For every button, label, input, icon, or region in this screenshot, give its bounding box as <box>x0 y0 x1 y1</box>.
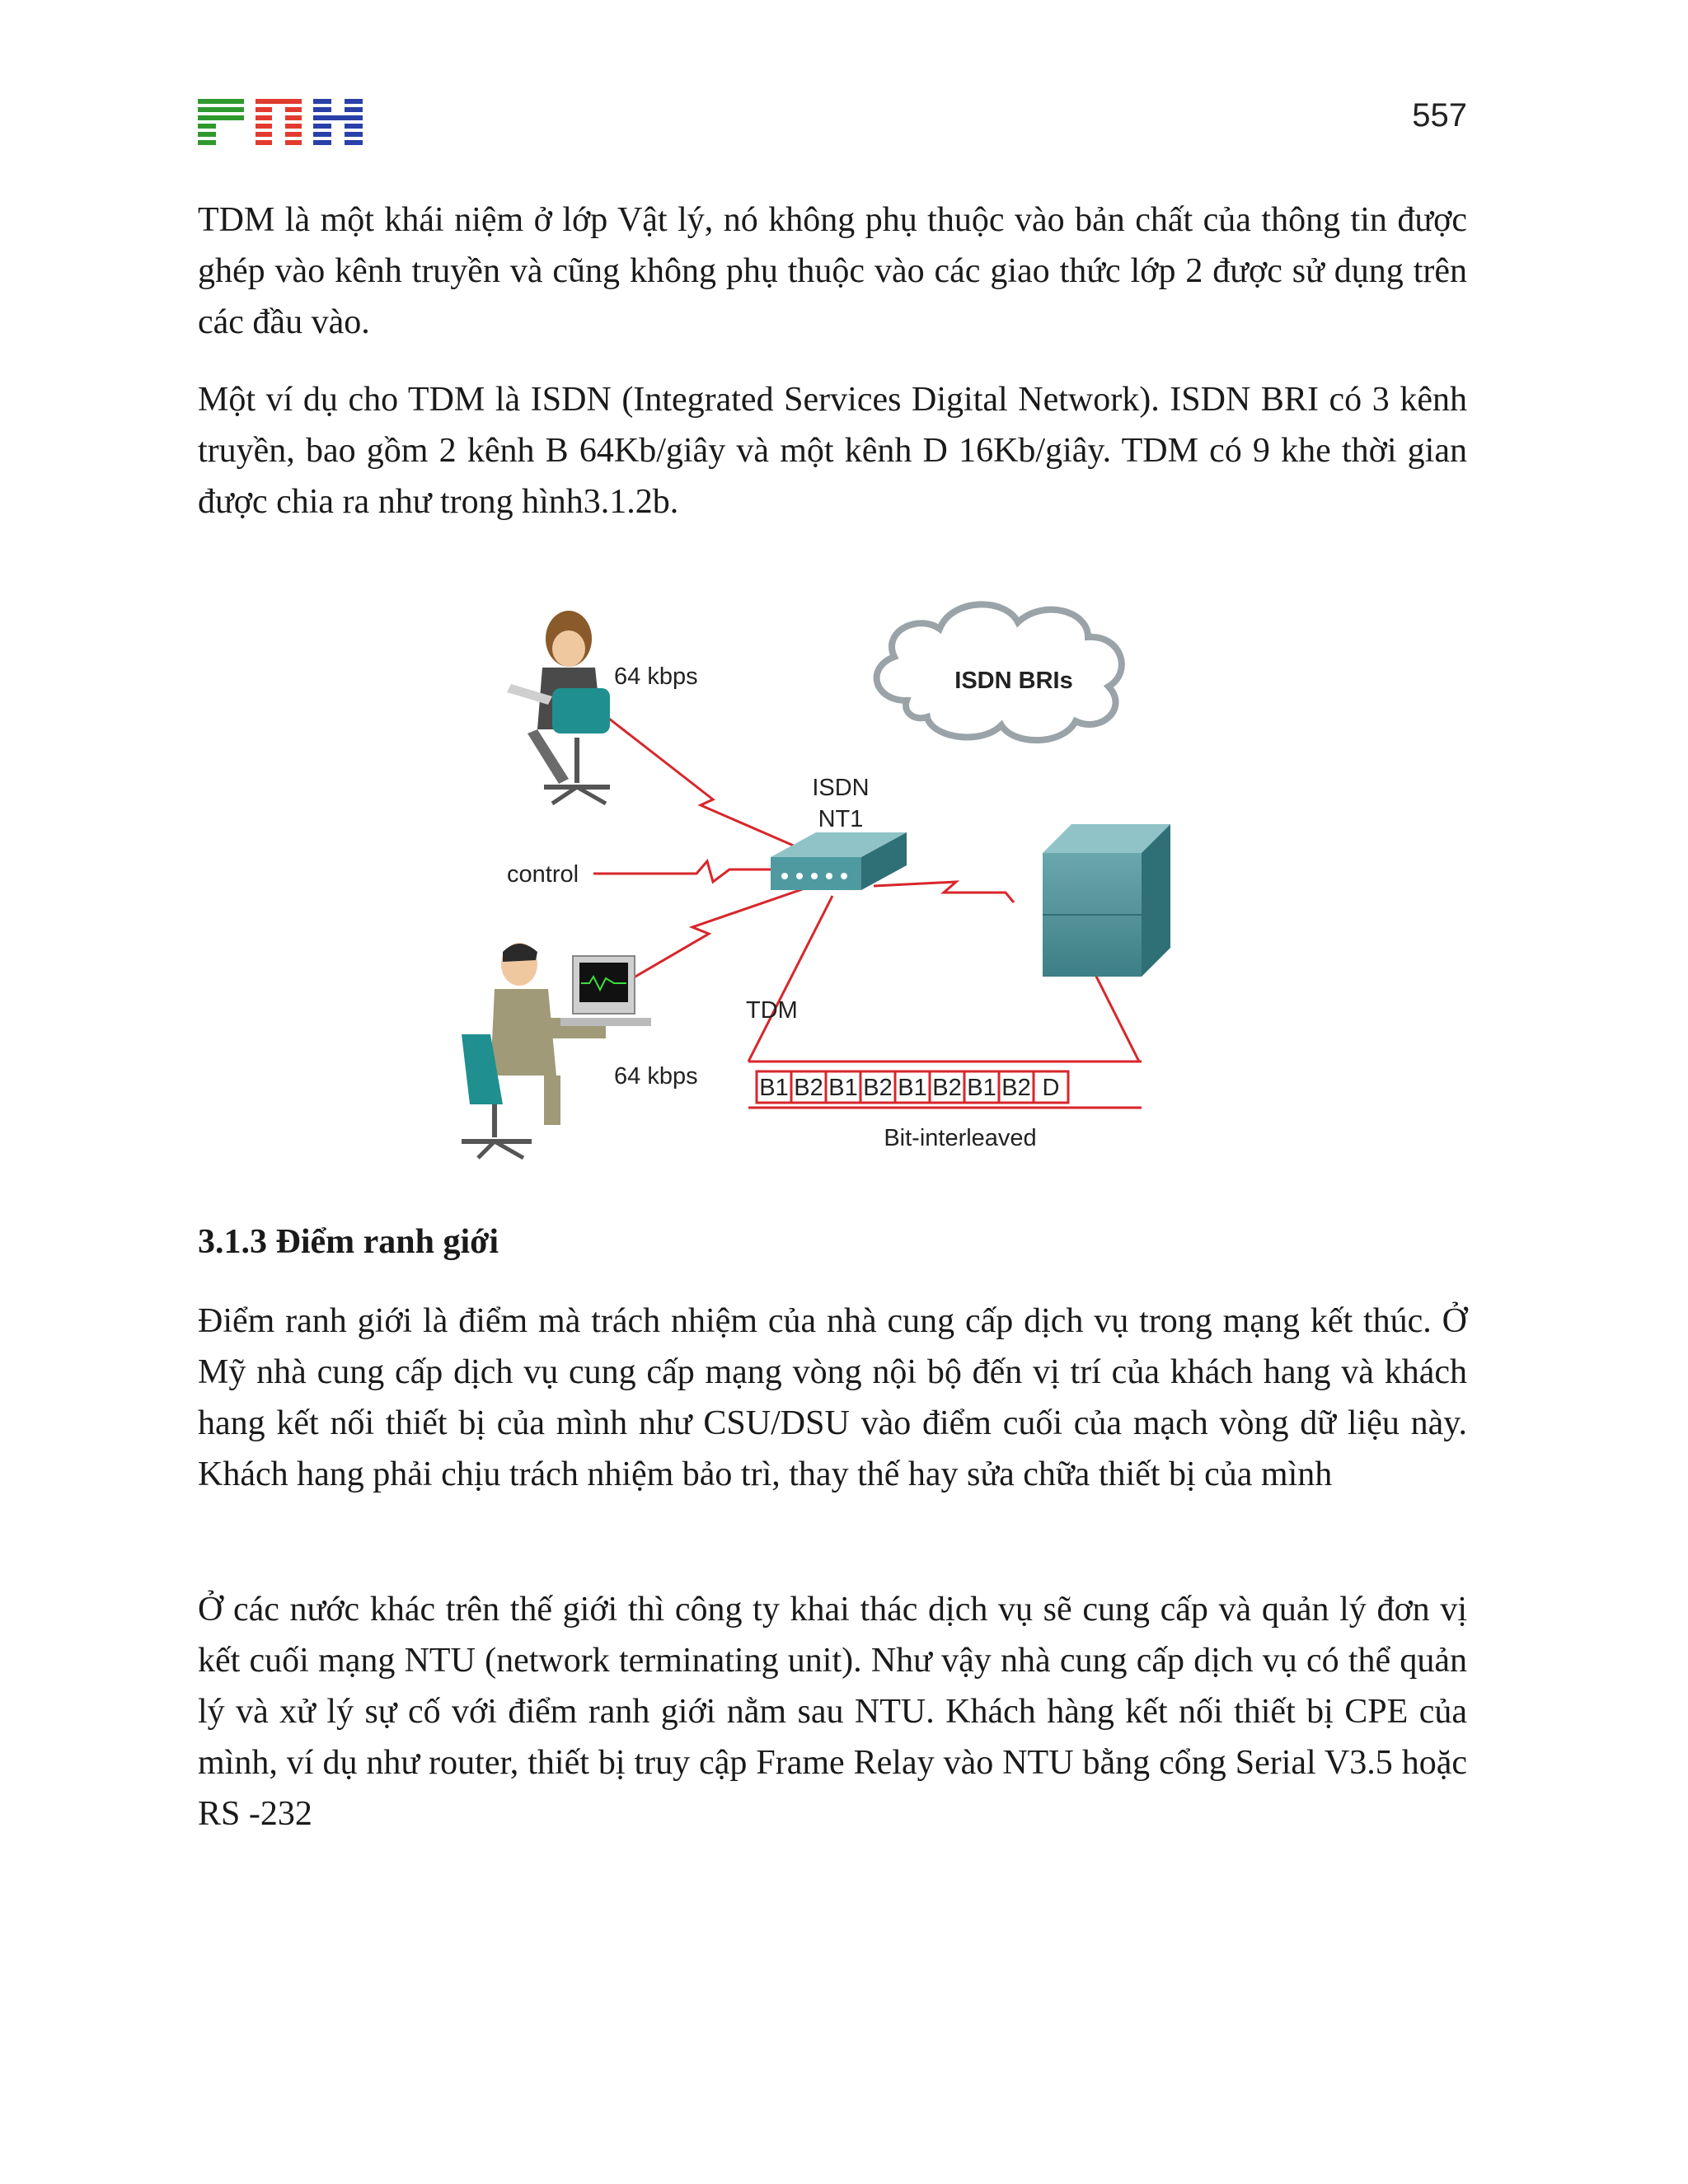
label-64kbps-bottom: 64 kbps <box>614 1063 698 1090</box>
isdn-tdm-figure <box>445 589 1236 1183</box>
tdm-slot-label: B1 <box>967 1075 996 1101</box>
label-64kbps-top: 64 kbps <box>614 663 698 690</box>
paragraph-tdm-physical-layer: TDM là một khái niệm ở lớp Vật lý, nó không phụ thuộc vào bản chất của thông tin được ghép vào kênh truyền và cũng không phụ thuộc vào các giao thức lớp 2 được sử dụng trên các đầu vào. <box>198 201 1467 341</box>
tdm-slot-label: D <box>1042 1075 1060 1101</box>
section-heading: 3.1.3 Điểm ranh giới <box>198 1223 499 1261</box>
link-nt1-to-server <box>874 882 1014 902</box>
nt1-label-line2: NT1 <box>818 806 864 832</box>
man-user-icon <box>462 943 651 1158</box>
link-top-person-to-nt1 <box>602 713 820 857</box>
tdm-slot-label: B2 <box>1001 1075 1031 1101</box>
woman-user-icon <box>507 611 610 804</box>
tdm-slot-strip <box>748 1062 1142 1108</box>
tdm-slot-label: B1 <box>828 1075 858 1101</box>
paragraph-ntu: Ở các nước khác trên thế giới thì công ty khai thác dịch vụ sẽ cung cấp và quản lý đơn vị kết cuối mạng NTU (network terminating unit). Như vậy nhà cung cấp dịch vụ có thể quản lý và xử lý sự cố với điểm ranh giới nằm sau NTU. Khách hàng kết nối thiết bị CPE của mình, ví dụ như router, thiết bị truy cập Frame Relay vào NTU bằng cổng Serial V3.5 hoặc RS -232 <box>198 1591 1467 1833</box>
nt1-device-icon <box>771 832 907 890</box>
logo-letter-h <box>313 99 363 145</box>
tdm-slot-label: B2 <box>863 1075 893 1101</box>
paragraph-isdn-example: Một ví dụ cho TDM là ISDN (Integrated Services Digital Network). ISDN BRI có 3 kênh truyền, bao gồm 2 kênh B 64Kb/giây và một kênh D 16Kb/giây. TDM có 9 khe thời gian được chia ra như trong hình3.1.2b. <box>198 381 1467 521</box>
link-bottom-person-to-nt1 <box>614 886 812 989</box>
page-number: 557 <box>1412 97 1467 134</box>
paragraph-demarcation-point: Điểm ranh giới là điểm mà trách nhiệm của nhà cung cấp dịch vụ trong mạng kết thúc. Ở Mỹ nhà cung cấp dịch vụ cung cấp mạng vòng nội bộ đến vị trí của khách hang và khách hang kết nối thiết bị của mình như CSU/DSU vào điểm cuối của mạch vòng dữ liệu này. Khách hang phải chịu trách nhiệm bảo trì, thay thế hay sửa chữa thiết bị của mình <box>198 1302 1467 1493</box>
tdm-slot-label: B2 <box>932 1075 962 1101</box>
tdm-fan-left <box>748 896 832 1062</box>
cloud-label: ISDN BRIs <box>954 668 1073 694</box>
nt1-label-line1: ISDN <box>812 775 870 801</box>
server-icon <box>1043 824 1170 977</box>
tdm-slot-label: B1 <box>898 1075 927 1101</box>
control-label: control <box>507 861 579 888</box>
logo-letter-p <box>198 99 244 145</box>
interleave-label: Bit-interleaved <box>884 1125 1037 1151</box>
pnh-logo <box>198 99 363 145</box>
tdm-label: TDM <box>746 997 798 1024</box>
link-control-to-nt1 <box>593 861 791 882</box>
tdm-slot-label: B1 <box>759 1075 789 1101</box>
tdm-slot-label: B2 <box>794 1075 823 1101</box>
logo-letter-n <box>256 99 302 145</box>
